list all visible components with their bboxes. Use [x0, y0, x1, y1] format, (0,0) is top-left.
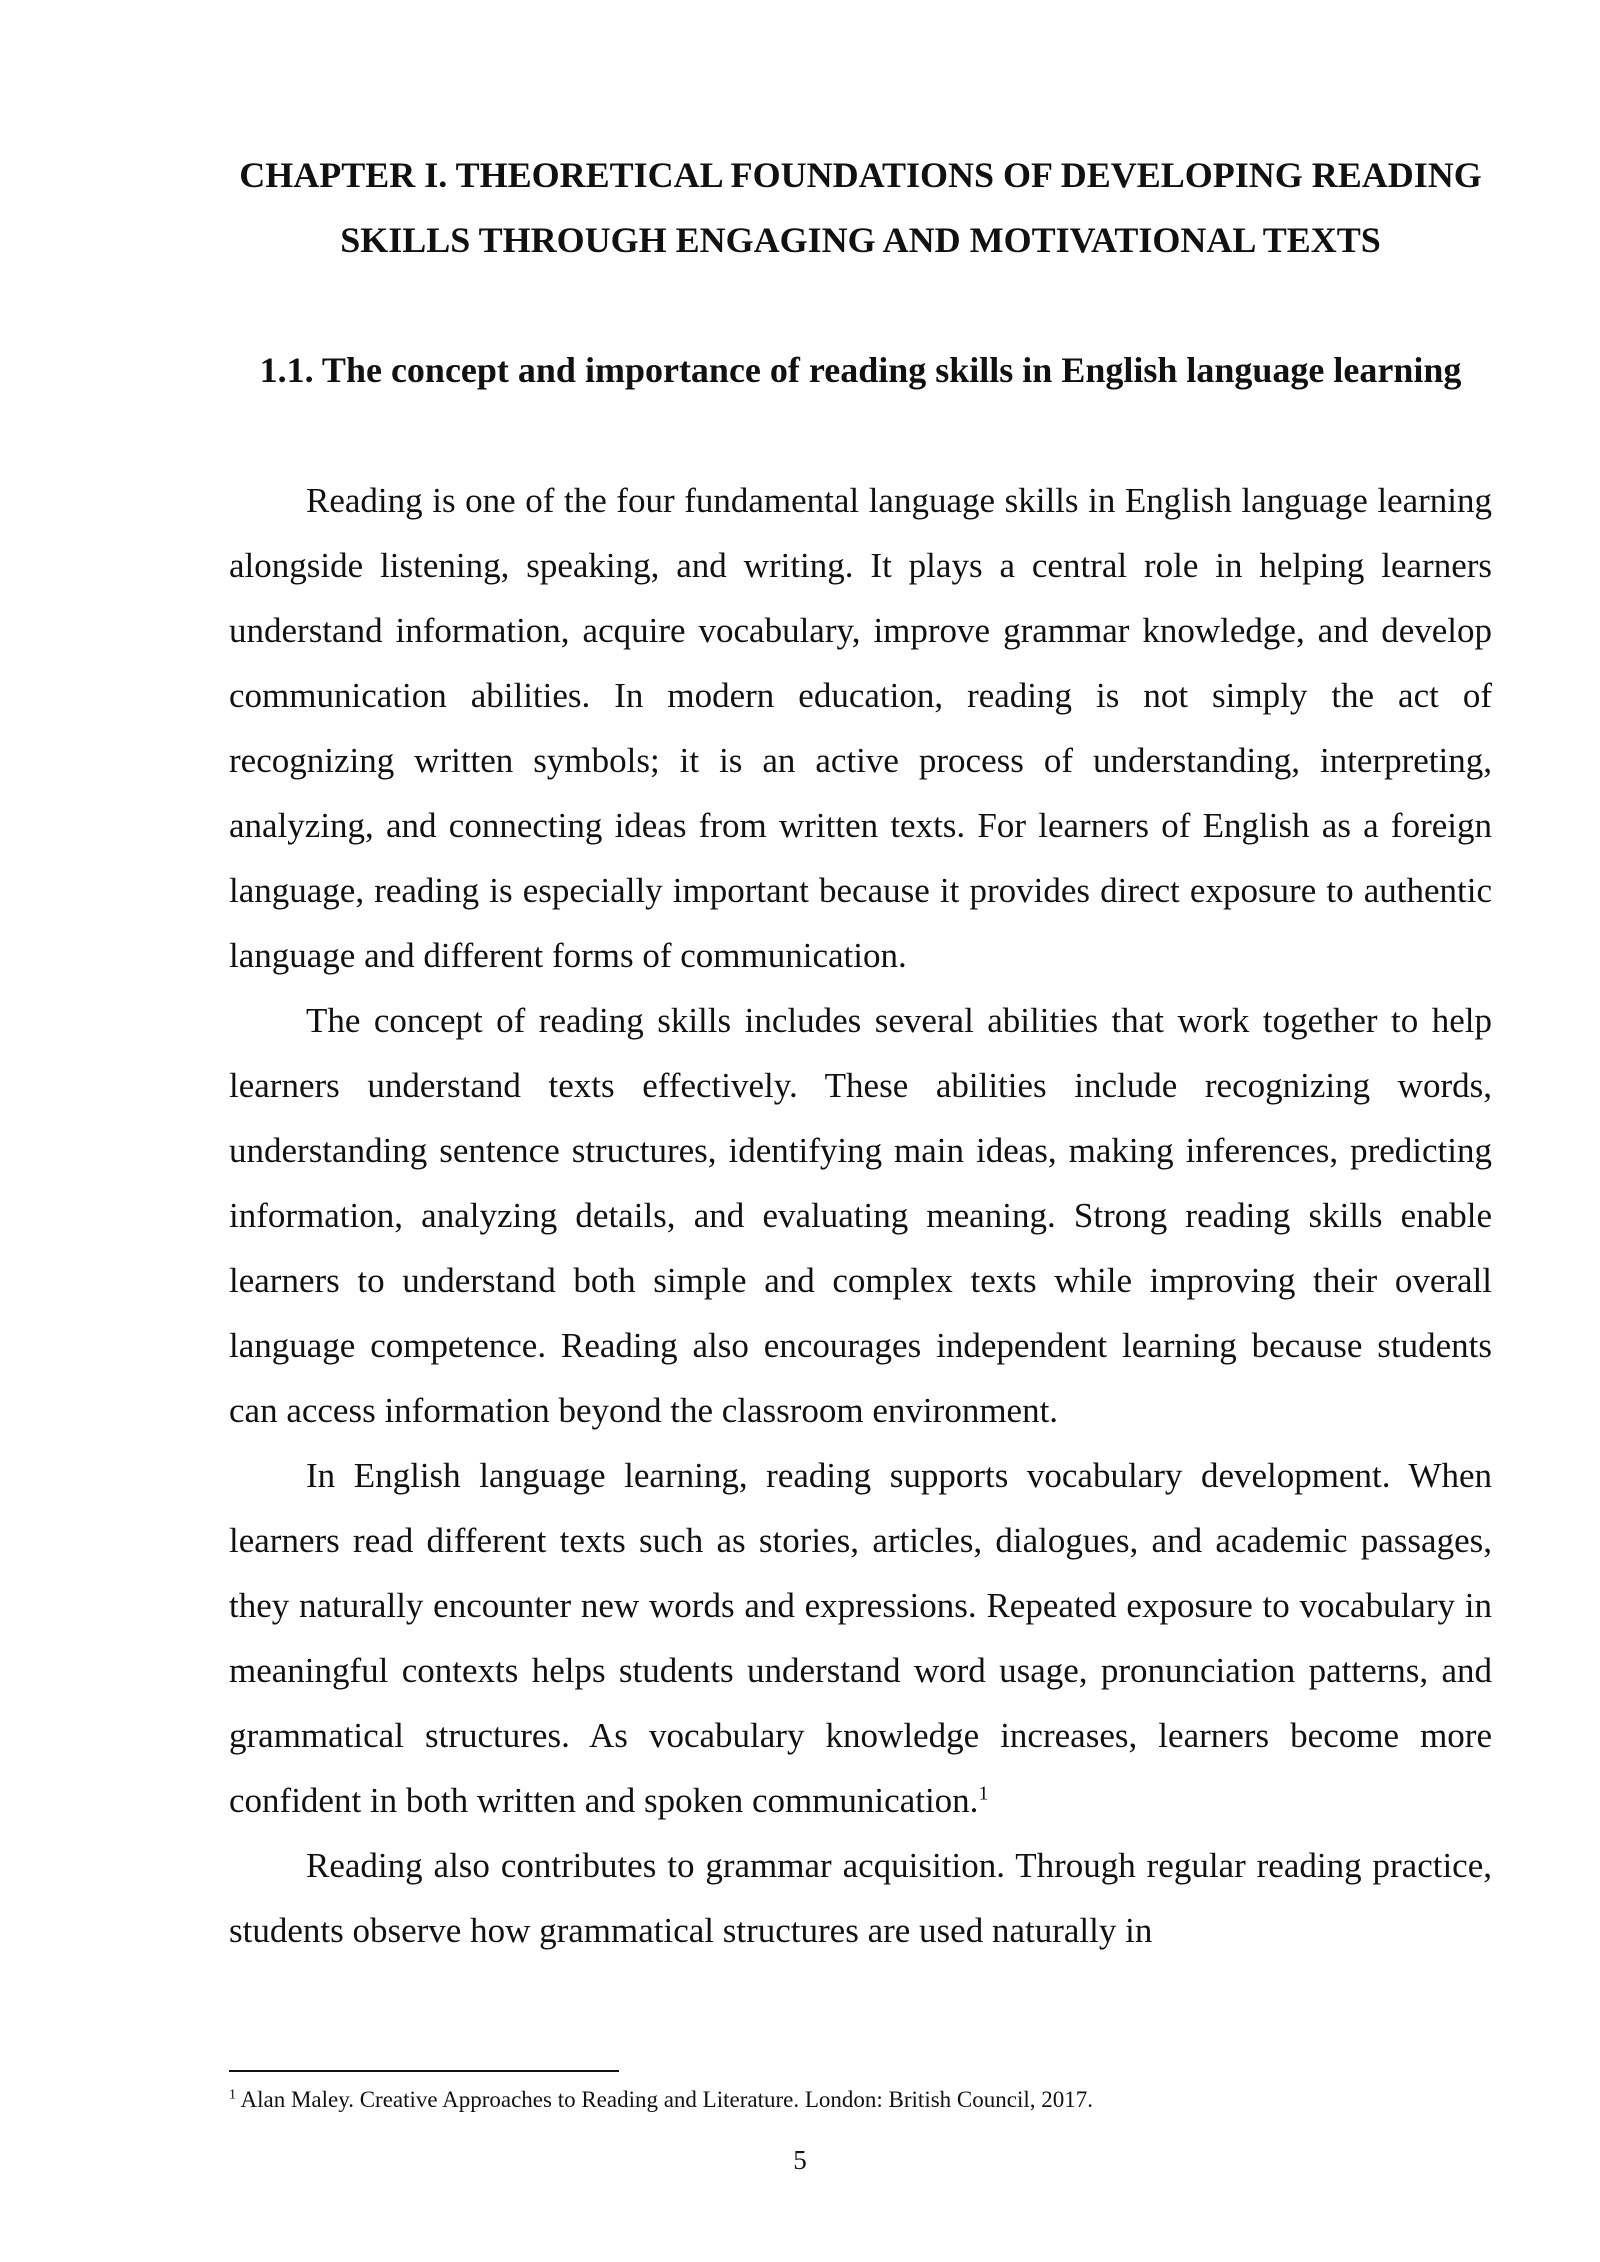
page-number: 5 [793, 2145, 807, 2175]
paragraph-1: Reading is one of the four fundamental language skills in English language learning alongside listening, speaking, and writing. It plays a central role in helping learners understand information, acquire vocabulary, improve grammar knowledge, and develop communication abilities. In modern education, reading is not simply the act of recognizing written symbols; it is an active process of understanding, interpreting, analyzing, and connecting ideas from written texts. For learners of English as a foreign language, reading is especially important because it provides direct exposure to authentic language and different forms of communication. [229, 481, 1492, 975]
footnote-reference: 1 [978, 1782, 989, 1805]
chapter-title: CHAPTER I. THEORETICAL FOUNDATIONS OF DEVELOPING READING SKILLS THROUGH ENGAGING AND MOTIVATIONAL TEXTS [239, 155, 1482, 260]
footnote [229, 2085, 1492, 2115]
section-title: 1.1. The concept and importance of reading skills in English language learning [259, 350, 1462, 390]
footnote-separator [229, 2070, 619, 2072]
body-text [229, 468, 1492, 1963]
footnote-marker: 1 [229, 2087, 236, 2103]
paragraph-4: Reading also contributes to grammar acquisition. Through regular reading practice, students observe how grammatical structures are used naturally in [229, 1846, 1492, 1950]
paragraph-2: The concept of reading skills includes several abilities that work together to help learners understand texts effectively. These abilities include recognizing words, understanding sentence structures, identifying main ideas, making inferences, predicting information, analyzing details, and evaluating meaning. Strong reading skills enable learners to understand both simple and complex texts while improving their overall language competence. Reading also encourages independent learning because students can access information beyond the classroom environment. [229, 1001, 1492, 1430]
footnote-text: Alan Maley. Creative Approaches to Reading and Literature. London: British Council, 2017. [240, 2087, 1093, 2112]
paragraph-3-text: In English language learning, reading supports vocabulary development. When learners read different texts such as stories, articles, dialogues, and academic passages, they naturally encounter new words and expressions. Repeated exposure to vocabulary in meaningful contexts helps students understand word usage, pronunciation patterns, and grammatical structures. As vocabulary knowledge increases, learners become more confident in both written and spoken communication. [229, 1456, 1492, 1820]
paragraph-3 [229, 1443, 1492, 1833]
